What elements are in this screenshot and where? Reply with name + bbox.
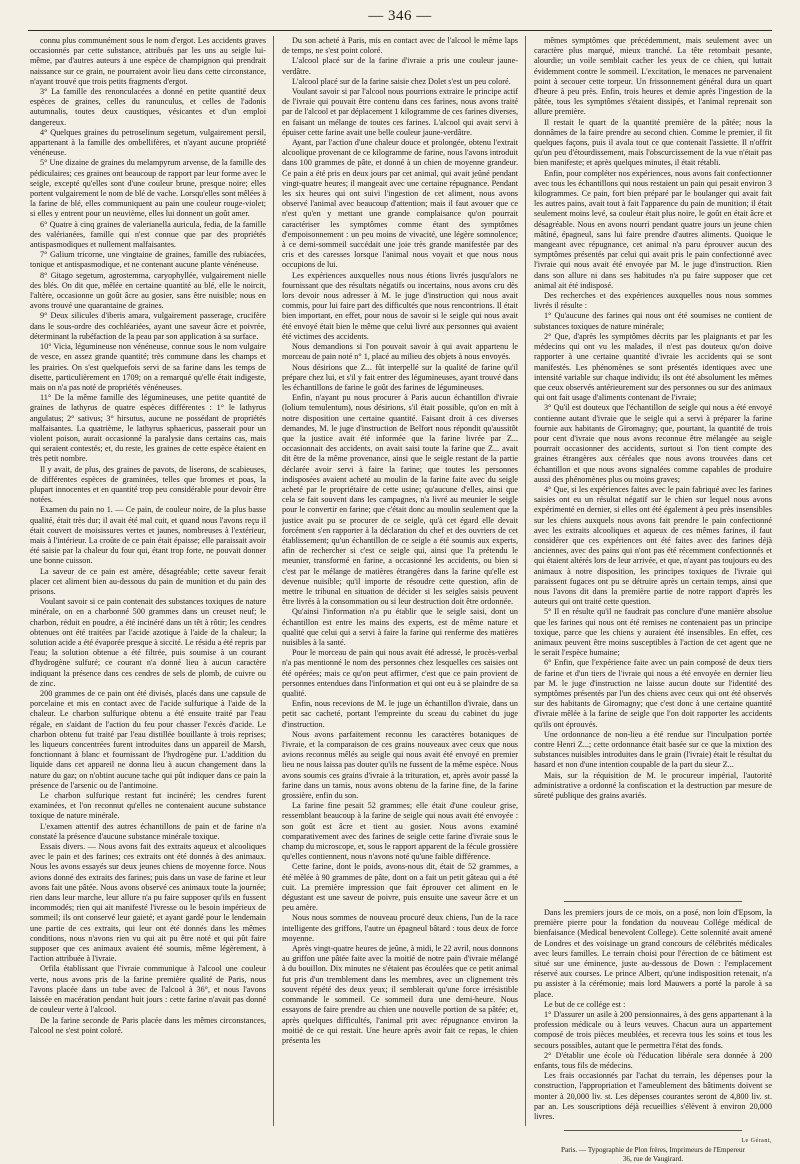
paragraph: Mais, sur la réquisition de M. le procureur impérial, l'autorité administrative a ordonné la confiscation et la destruction par mesure de sûreté publique des grains avariés. xyxy=(534,770,772,801)
paragraph: 5° Il en résulte qu'il ne faudrait pas conclure d'une manière absolue que les farines qui nous ont été remises ne contenaient pas un principe toxique, parce que les chiens y auraient été insensibles. En effet, ces animaux peuvent être moins susceptibles à l'action de cet agent que ne le serait l'espèce humaine; xyxy=(534,607,772,658)
paragraph: 1° D'assurer un asile à 200 pensionnaires, à des gens appartenant à la profession médicale ou à leurs veuves. Chacun aura un appartement composé de trois pièces meublées, et recevra tous les soins et tous les secours possibles, autant que le permettra l'état des fonds. xyxy=(534,1010,772,1050)
paragraph: 2° D'établir une école où l'éducation libérale sera donnée à 200 enfants, tous fils de médecins. xyxy=(534,1050,772,1071)
signature: Le Gérant, xyxy=(741,1138,772,1145)
paragraph: L'examen attentif des autres échantillons de pain et de farine n'a constaté la présence d'aucune substance minérale toxique. xyxy=(30,821,266,841)
paragraph: connu plus communément sous le nom d'ergot. Les accidents graves occasionnés par cette substance, attribués par les uns au seigle lui-même, par d'autres auteurs à une espèce de champignon qui prendrait naissance sur ce grain, ne pourraient avoir lieu dans cette circonstance, n'ayant trouvé que trois petits fragments d'ergot. xyxy=(30,36,266,86)
paragraph: Nous nous sommes de nouveau procuré deux chiens, l'un de la race intelligente des griffons, l'autre un épagneul bâtard : tous deux de force moyenne. xyxy=(282,913,518,943)
paragraph: 6° Quatre à cinq graines de valerianella auricula, fedia, de la famille des valérianées, famille qui n'est connue que par des propriétés antispasmodiques et nullement malfaisantes. xyxy=(30,219,266,250)
paragraph: 3° La famille des renonculacées a donné en petite quantité deux espèces de graines, celles du ranunculus, et celles de l'adonis autumnalis, toutes deux caustiques, vésicantes et d'un emploi dangereux. xyxy=(30,87,266,127)
paragraph: Orfila établissant que l'ivraie communique à l'alcool une couleur verte, nous avons pris de la farine première qualité de Paris, nous l'avons placée dans un tube avec de l'alcool à 36°, et nous l'avons laissée en macération pendant huit jours : cette farine n'avait pas donné de couleur verte à l'alcool. xyxy=(30,964,266,1015)
paragraph: Qu'ainsi l'information n'a pu établir que le seigle saisi, dont un échantillon est entre les mains des experts, est de même nature et qualité que celui qui a servi à faire la farine qui renferme des matières nuisibles à la santé. xyxy=(282,607,518,647)
paragraph: Enfin, pour compléter nos expériences, nous avons fait confectionner avec tous les échantillons qui nous restaient un pain qui pesait environ 3 kilogrammes. Ce pain, fort bien préparé par le boulanger qui avait fait les autres pains, avait tout à fait l'apparence du pain de munition; il était seulement moins levé, sa couleur était plus noire, le goût en était âcre et désagréable. Nous en avons nourri pendant quatre jours un jeune chien mâtiné, épagneul, sans lui faire prendre d'autres aliments. Quoique le mangeant avec répugnance, cet animal n'a paru éprouver aucun des symptômes présentés par celui qui avait pris le pain confectionné avec l'ivraie qui nous avait été envoyée par M. le juge d'instruction. Rien dans son allure ni dans ses habitudes n'a pu faire supposer que cet animal ait été indisposé. xyxy=(534,168,772,290)
paragraph: Pour le morceau de pain qui nous avait été adressé, le procès-verbal n'a pas mentionné le nom des personnes chez lesquelles ces saisies ont été opérées; mais ce qu'on peut affirmer, c'est que ce pain provient de personnes entendues dans l'information et qui ont eu à se plaindre de sa qualité. xyxy=(282,648,518,698)
paragraph: Voulant savoir si ce pain contenait des substances toxiques de nature minérale, on en a charbonné 500 grammes dans un creuset neuf; le charbon, réduit en poudre, a été incinéré dans un têt à rôtir; les cendres obtenues ont été traitées par l'acide azotique à l'aide de la chaleur; la solution acide a été évaporée presque à siccité. Le résidu a été repris par l'eau; la solution obtenue a été filtrée, puis soumise à un courant d'hydrogène sulfuré; ce courant n'a donné lieu à aucun caractère indiquant la présence dans ces cendres de sels de plomb, de cuivre ou de zinc. xyxy=(30,597,266,688)
paragraph: 4° Que, si les expériences faites avec le pain fabriqué avec les farines saisies ont eu un résultat négatif sur le chien sur lequel nous avons expérimenté en dernier, si elles ont été également à peu près insensibles sur les chiens auxquels nous avons fait prendre le pain confectionné avec les extraits alcooliques et aqueux de ces mêmes farines, il faut considérer que ces expériences ont été faites avec des farines déjà anciennes, avec des pains qui n'ont pas été récemment confectionnés et qui étaient altérés lors de leur arrivée, et que, n'ayant pas toujours eu des animaux à notre disposition, les principes toxiques de l'ivraie qui paraissent fugaces ont pu se détruire après un certain temps, ainsi que nous l'avons dit dans la première partie de notre rapport d'après les auteurs qui ont traité cette question. xyxy=(534,484,772,607)
paragraph: 8° Gitago segetum, agrostemma, caryophyllée, vulgairement nielle des blés. On dit que, mêlée en certaine quantité au blé, elle le noircit, l'altère, occasionne un goût âcre au gosier, sans être nuisible; nous en avons trouvé une quarantaine de graines. xyxy=(30,270,266,311)
column-right xyxy=(534,36,772,886)
paragraph: Il y avait, de plus, des graines de pavots, de liserons, de scabieuses, de différentes espèces de graminées, telles que bromes et poas, la plupart innocentes et en quantité trop peu considérable pour devoir être notées. xyxy=(30,464,266,505)
printer-imprint xyxy=(534,1146,772,1164)
paragraph: 5° Une dizaine de graines du melampyrum arvense, de la famille des pédiculaires; ces graines ont beaucoup de rapport par leur forme avec le seigle, excepté qu'elles sont d'une couleur brune, presque noire; elles portent vulgairement le nom de blé de vache. Lorsqu'elles sont mêlées à la farine de blé, elles communiquent au pain une couleur rouge-violet; si elles y entrent pour un neuvième, elles lui donnent un goût amer. xyxy=(30,158,266,219)
paragraph: Les expériences auxquelles nous nous étions livrés jusqu'alors ne fournissant que des résultats négatifs ou incertains, nous avons cru dès lors devoir nous adresser à M. le juge d'instruction qui nous avait commis, pour lui faire part des difficultés que nous rencontrions. Il était bien important, en effet, pour nous de savoir si le seigle qui nous avait été envoyé était bien le même que celui livré aux personnes qui avaient été victimes des accidents. xyxy=(282,270,518,341)
paragraph: 6° Enfin, que l'expérience faite avec un pain composé de deux tiers de farine et d'un tiers de l'ivraie qui nous a été envoyée en dernier lieu par M. le juge d'instruction ne laisse aucun doute sur l'identité des symptômes présentés par l'un des chiens avec ceux qui ont été observés sur des habitants de Giromagny; que c'est donc à une certaine quantité d'ivraie mêlée à la farine de seigle que l'on doit rapporter les accidents qu'ils ont éprouvés. xyxy=(534,658,772,729)
paragraph: Du son acheté à Paris, mis en contact avec de l'alcool le même laps de temps, ne s'est point coloré. xyxy=(282,36,518,56)
paragraph: Après vingt-quatre heures de jeûne, à midi, le 22 avril, nous donnons au griffon une pâtée faite avec la moitié de notre pain d'ivraie mélangé à du bouillon. Dix minutes ne s'étaient pas écoulées que ce petit animal fut pris d'un tremblement dans les membres, avec un clignement très souvent répété des deux yeux; il semblerait qu'une force irrésistible commande le sommeil. Ce sommeil dura une demi-heure. Nous essayons de faire prendre au chien une nouvelle portion de sa pâtée; et, après quelques difficultés, l'animal prit avec répugnance environ la moitié de ce qui restait. Une heure après avoir fait ce repas, le chien présenta les xyxy=(282,944,518,1045)
paragraph: 200 grammes de ce pain ont été divisés, placés dans une capsule de porcelaine et mis en contact avec de l'acide sulfurique à l'aide de la chaleur. Le charbon sulfurique obtenu a été ensuite traité par l'eau régale, en s'aidant de l'action du feu pour chasser l'excès d'acide. Le charbon obtenu fut traité par l'eau distillée bouillante à trois reprises; les liqueurs concentrées furent introduites dans un appareil de Marsh, fonctionnant à blanc et fournissant de l'hydrogène pur. L'addition du liquide dans cet appareil ne donna lieu à aucun changement dans la nature du gaz; on n'obtint aucune tache qui pût indiquer dans ce pain la présence de l'arsenic ou de l'antimoine. xyxy=(30,689,266,790)
paragraph: 2° Que, d'après les symptômes décrits par les plaignants et par les médecins qui ont vu les malades, il n'est pas douteux qu'on doive rapporter à une certaine quantité d'ivraie les accidents qui se sont manifestés. Les phénomènes se sont présentés identiques avec une intensité variable sur chaque individu; ils ont été absolument les mêmes que ceux observés antérieurement sur des personnes ou sur des animaux qui ont fait usage d'aliments contenant de l'ivraie; xyxy=(534,331,772,403)
paragraph: La saveur de ce pain est amère, désagréable; cette saveur ferait placer cet aliment bien au-dessous du pain de munition et du pain des prisons. xyxy=(30,566,266,596)
paragraph: La farine fine pesait 52 grammes; elle était d'une couleur grise, ressemblant beaucoup à la farine de seigle qui nous avait été envoyée : son goût est âcre et tient au gosier. Nous avons examiné comparativement avec des farines de seigle cette farine d'ivraie sous le champ du microscope, et, sous le rapport apparent de la fécule grossière qu'elles contiennent, nous n'avons noté qu'une faible différence. xyxy=(282,801,518,862)
paragraph: L'alcool placé sur de la farine saisie chez Dolet s'est un peu coloré. xyxy=(292,76,511,86)
footer-separator xyxy=(564,1130,742,1131)
paragraph: Enfin, nous recevions de M. le juge un échantillon d'ivraie, dans un petit sac cacheté, portant l'empreinte du sceau du cabinet du juge d'instruction. xyxy=(282,699,518,729)
paragraph: Cette farine, dont le poids, avons-nous dit, était de 52 grammes, a été mêlée à 90 grammes de pâte, dont on a fait un petit gâteau qui a été cuit. La première impression que fait éprouver cet aliment en le dégustant est une saveur de poivre, puis ensuite une saveur âcre et un peu amère. xyxy=(282,862,518,913)
imprint-line: Paris. — Typographie de Plon frères, Imprimeurs de l'Empereur xyxy=(561,1146,745,1155)
paragraph: 3° Qu'il est douteux que l'échantillon de seigle qui nous a été envoyé contienne autant d'ivraie que le seigle qui a servi à préparer la farine fournie aux habitants de Giromagny; que, pourtant, la quantité de trois pour cent d'ivraie que nous avons reconnue être mélangée au seigle pourrait occasionner des accidents, surtout si l'on tient compte des graines étrangères aux céréales que nous avons trouvées dans cet échantillon et que nous avons signalées comme capables de produire aussi des phénomènes plus ou moins graves; xyxy=(534,403,772,484)
imprint-line: 36, rue de Vaugirard. xyxy=(622,1155,684,1164)
paragraph: Examen du pain no 1. — Ce pain, de couleur noire, de la plus basse qualité, était très dur; il avait été mal cuit, et quand nous l'avons reçu il était couvert de moisissures vertes et jaunes, nombreuses à l'extérieur, mais à l'intérieur. La croûte de ce pain était épaisse; elle paraissait avoir été saisie par la chaleur du four qui, étant trop forte, ne pouvait donner une bonne cuisson. xyxy=(30,505,266,566)
paragraph: Nous avons parfaitement reconnu les caractères botaniques de l'ivraie, et la comparaison de ces grains nouveaux avec ceux que nous avions reconnus mêlés au seigle qui nous avait été envoyé en premier lieu ne nous laissa pas douter qu'ils ne fussent de la même espèce. Nous avons soumis ces grains d'ivraie à la trituration, et, après avoir passé la farine dans un tamis, nous avons obtenu de la farine fine, de la farine grossière, enfin du son. xyxy=(282,729,518,801)
paragraph: Le charbon sulfurique restant fut incinéré; les cendres furent examinées, et l'on reconnut qu'elles ne contenaient aucune substance toxique de nature minérale. xyxy=(30,791,266,821)
paragraph: L'alcool placé sur de la farine d'ivraie a pris une couleur jaune-verdâtre. xyxy=(282,56,518,76)
page-number: — 346 — xyxy=(368,8,432,24)
paragraph: 10° Vicia, légumineuse non vénéneuse, connue sous le nom vulgaire de vesce, en assez grande quantité; très commune dans les champs et les prairies. On s'est quelquefois servi de sa farine dans les temps de disette, particulièrement en 1709; on a remarqué qu'elle était indigeste, mais on n'a pas noté de propriétés vénéneuses. xyxy=(30,342,266,392)
column-middle xyxy=(282,36,518,1126)
news-item xyxy=(534,895,772,1164)
paragraph: Dans les premiers jours de ce mois, on a posé, non loin d'Epsom, la première pierre pour la fondation du nouveau Collége médical de bienfaisance (Medical benevolent College). Cette solennité avait amené de Londres et des voisinage un grand concours de célébrités médicales avec leurs familles. Le terrain choisi pour l'érection de ce bâtiment est situé sur une éminence, juste au-dessous de Down : l'emplacement réservé aux courses. Le prince Albert, qu'une indisposition retenait, n'a pu assister à la cérémonie; mais lord Mauwers a porté la parole à sa place. xyxy=(534,908,772,999)
paragraph: Le but de ce collége est : xyxy=(544,999,626,1009)
news-item-body xyxy=(534,908,772,1122)
paragraph: Des recherches et des expériences auxquelles nous nous sommes livrés il résulte : xyxy=(534,291,772,311)
paragraph: De la farine seconde de Paris placée dans les mêmes circonstances, l'alcool ne s'est point coloré. xyxy=(30,1015,266,1035)
paragraph: 1° Qu'aucune des farines qui nous ont été soumises ne contient de substances toxiques de nature minérale; xyxy=(534,311,772,331)
paragraph: Essais divers. — Nous avons fait des extraits aqueux et alcooliques avec le pain et des farines; ces extraits ont été donnés à des animaux. Nous les avons essayés sur deux jeunes chiens de moyenne force. Nous avions donné des extraits des farines; puis dans un vase de farine et leur avons fait une pâtée. Nous avons observé ces animaux toute la journée; rien dans leur marche, leur allure n'a pu faire supposer qu'ils en fussent incommodés; rien qui ait manifesté l'ivresse ou le besoin impérieux de sommeil; ils ont conservé leur gaieté; et ayant gardé pour le lendemain une partie de ces extraits, qui leur ont été donnés dans les mêmes conditions, nous n'avons rien vu qui ait pu être noté et qui pût faire supposer que ces animaux avaient été soumis, même légèrement, à l'action attribuée à l'ivraie. xyxy=(30,842,266,964)
section-separator xyxy=(564,901,742,902)
paragraph: Il restait le quart de la quantité première de la pâtée; nous la donnâmes de la faire prendre au second chien. Comme le premier, il fit quelques façons, puis il avala tout ce que contenait l'assiette. Il n'offrit qu'un peu d'étourdissement, mais l'obscurcissement de la vue n'était pas bien manifeste; et après quelques minutes, il était rétabli. xyxy=(534,117,772,168)
column-divider xyxy=(273,36,274,1126)
paragraph: mêmes symptômes que précédemment, mais seulement avec un caractère plus marqué, mieux tranché. La tête retombait pesante, alourdie; un voile semblait cacher les yeux de ce chien, qui luttait évidemment contre le sommeil. L'excitation, le menaces ne parvenaient point à secouer cette torpeur. Un frissonnement général dura un quart d'heure à peu près. Enfin, trois heures et demie après l'ingestion de la pâtée, tous les symptômes s'étaient dissipés, et l'animal reprenait son allure première. xyxy=(534,36,772,117)
paragraph: 7° Galium tricorne, une vingtaine de graines, famille des rubiacées, tonique et antispasmodique, et ne contenant aucune plante vénéneuse. xyxy=(30,250,266,270)
paragraph: Les frais occasionnés par l'achat du terrain, les dépenses pour la construction, l'appropriation et l'ameublement des bâtiments doivent se monter à 20,000 liv. st. Les dépenses courantes seront de 4,800 liv. st. par an. Les souscriptions déjà recueillies s'élèvent à environ 20,000 livres. xyxy=(534,1071,772,1122)
paragraph: Ayant, par l'action d'une chaleur douce et prolongée, obtenu l'extrait alcoolique provenant de ce kilogramme de farine, nous l'avons introduit dans 100 grammes de pâte, et donné à un chien de moyenne grandeur. Ce pain a été pris en deux jours par cet animal, qui avait jeûné pendant vingt-quatre heures; il mangeait avec une certaine répugnance. Pendant les six heures qui ont suivi l'ingestion de cet aliment, nous avons observé l'animal avec beaucoup d'attention; mais il faut avouer que ce n'est qu'en y mettant une grande complaisance qu'on pourrait caractériser les symptômes comme étant des symptômes d'empoisonnement : un peu moins de vivacité, une légère somnolence; à ce demi-sommeil succédait une joie très grande manifestée par des cris et des caresses lorsque l'animal nous voyait et que nous nous occupions de lui. xyxy=(282,138,518,270)
column-left xyxy=(30,36,266,1126)
paragraph: Enfin, n'ayant pu nous procurer à Paris aucun échantillon d'ivraie (lolium temulentum), nous désirions, s'il était possible, qu'on en mît à notre disposition une certaine quantité. Faisant droit à ces diverses demandes, M. le juge d'instruction de Belfort nous répondit qu'aussitôt que la justice avait été informée que la farine livrée par Z... occasionnait des accidents, on avait saisi toute la farine que Z... avait dit être de la même provenance, ainsi que le seigle restant de la partie déclarée avoir servi à faire la farine; que toutes les personnes indisposées avaient acheté au moulin de la farine faite avec du seigle acheté par le propriétaire de cette usine; qu'aucune d'elles, ainsi que cela se fait souvent dans les campagnes, n'a livré au meunier le seigle pour le convertir en farine; que c'était donc au moulin seulement que la justice avait pu se procurer de ce seigle, qu'à cet égard elle devait forcément s'en rapporter à la déclaration du chef et des ouvriers de cet établissement; qu'un échantillon de ce seigle a été soumis aux experts, afin de rechercher si c'est ce seigle qui, ainsi que l'a prétendu le meunier, transformé en farine, a occasionné les accidents, ou bien si c'est par le mélange de matières étrangères dans la farine qu'elle est devenue nuisible; qu'il importe de résoudre cette question, afin de mettre le tribunal en situation de décider si les seigles saisis peuvent être livrés à la consommation ou si leur destruction doit être ordonnée. xyxy=(282,393,518,607)
paragraph: 4° Quelques graines du petroselinum segetum, vulgairement persil, appartenant à la famille des ombellifères, et n'ayant aucune propriété vénéneuse. xyxy=(30,127,266,158)
paragraph: Une ordonnance de non-lieu a été rendue sur l'inculpation portée contre Henri Z...; cette ordonnance était basée sur ce que la mixtion des substances nuisibles introduites dans le grain (l'ivraie) était le résultat du hasard et non d'une intention coupable de la part du sieur Z... xyxy=(534,729,772,770)
paragraph: Nous désirions que Z... fût interpellé sur la qualité de farine qu'il prépare chez lui, et s'il y fait entrer des légumineuses, ayant trouvé dans les échantillons de farine le goût des farines de légumineuses. xyxy=(282,362,518,392)
column-divider xyxy=(525,36,526,1126)
paragraph: Nous demandions si l'on pouvait savoir à qui avait appartenu le morceau de pain noté n° 1, placé au milieu des objets à nous envoyés. xyxy=(282,342,518,362)
paragraph: 11° De la même famille des légumineuses, une petite quantité de graines de lathyrus de quatre espèces différentes : 1° le lathyrus angulatus; 2° sativus; 3° hirsutus, aucune ne possédant de propriétés malfaisantes. La quatrième, le lathyrus sphaericus, passerait pour un violent poison, aurait occasionné la paralysie dans certains cas, mais qui seraient contestés; et, du reste, les graines de cette espèce étaient en très petit nombre. xyxy=(30,393,266,464)
paragraph: Voulant savoir si par l'alcool nous pourrions extraire le principe actif de l'ivraie qui pouvait être contenu dans ces farines, nous avons traité par de l'alcool et par déplacement 1 kilogramme de ces farines diverses, en faisant un mélange de toutes ces farines. L'alcool qui avait servi à épuiser cette farine avait une belle couleur jaune-verdâtre. xyxy=(282,87,518,137)
header-rule xyxy=(28,30,772,31)
paragraph: 9° Deux silicules d'iberis amara, vulgairement passerage, crucifère dans le sous-ordre des cochléariées, ayant une saveur âcre et poivrée, déterminant la rubéfaction de la peau par son application à sa surface. xyxy=(30,311,266,341)
